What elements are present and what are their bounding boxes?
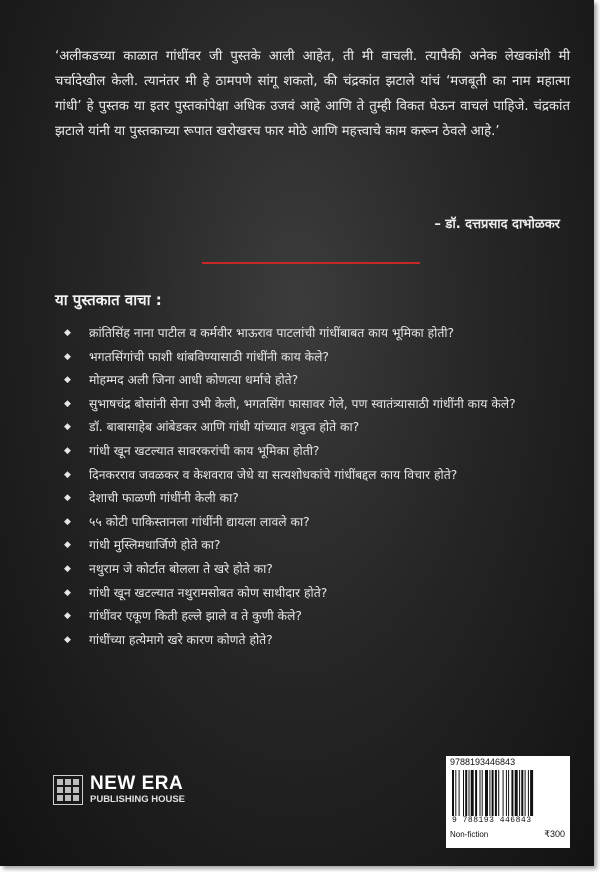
barcode-bar [480,770,481,816]
barcode-bar [471,770,474,816]
red-divider [202,262,420,264]
list-item [64,582,564,606]
isbn-number: 9788193446843 [450,757,516,767]
category-label: Non-fiction [450,830,489,839]
list-item-text: गांधी मुस्लिमधार्जिणे होते का? [89,538,221,553]
barcode-bar [530,770,533,816]
barcode-bar [459,770,460,816]
diamond-bullet-icon: ◆ [64,445,71,456]
list-item-text: दिनकरराव जवळकर व केशवराव जेधे या सत्यशोधकांचे गांधींबद्दल काय विचार होते? [89,467,458,482]
barcode-bar [475,770,477,816]
list-item-text: मोहम्मद अली जिना आधी कोणत्या धर्माचे होते? [89,373,299,388]
publisher-emblem-icon [53,775,83,805]
publisher-name [90,774,185,806]
list-item [64,511,564,535]
diamond-bullet-icon: ◆ [64,563,71,574]
quote-attribution: – डॉ. दत्तप्रसाद दाभोळकर [434,217,560,232]
barcode-bar [503,770,504,816]
barcode-bar [508,770,509,816]
diamond-bullet-icon: ◆ [64,469,71,480]
list-item-text: गांधींच्या हत्येमागे खरे कारण कोणते होते? [89,632,273,647]
barcode-bar [521,770,523,816]
barcode-bar [463,770,464,816]
barcode-bar [498,770,499,816]
list-item [64,629,564,653]
barcode-bar [515,770,518,816]
list-item [64,440,564,464]
list-item [64,369,564,393]
list-item-text: भगतसिंगांची फाशी थांबविण्यासाठी गांधींनी काय केले? [89,349,329,364]
diamond-bullet-icon: ◆ [64,351,71,362]
barcode-bar [525,770,526,816]
barcode-bar [455,770,456,816]
list-item [64,558,564,582]
diamond-bullet-icon: ◆ [64,540,71,551]
contents-list [64,322,564,652]
list-item [64,534,564,558]
list-item [64,322,564,346]
barcode-bar [519,770,520,816]
publisher-name-line2: PUBLISHING HOUSE [90,794,186,805]
barcode-bar [489,770,490,816]
diamond-bullet-icon: ◆ [64,516,71,527]
list-item-text: देशाची फाळणी गांधींनी केली का? [89,491,239,506]
diamond-bullet-icon: ◆ [64,493,71,504]
list-item-text: क्रांतिसिंह नाना पाटील व कर्मवीर भाऊराव पाटलांची गांधींबाबत काय भूमिका होती? [89,326,455,340]
diamond-bullet-icon: ◆ [64,375,71,386]
diamond-bullet-icon: ◆ [64,634,71,645]
list-item [64,464,564,488]
barcode-panel [446,756,570,848]
barcode-bar [511,770,513,816]
endorsement-quote: ‘अलीकडच्या काळात गांधींवर जी पुस्तके आली आहेत, ती मी वाचली. त्यापैकी अनेक लेखकांशी मी चर्चादेखील केली. त्यानंतर मी हे ठामपणे सांगू शकतो, की चंद्रकांत झटाले यांचं ‘मजबूती का नाम महात्मा गांधी’ हे पुस्तक या इतर पुस्तकांपेक्षा अधिक उजवं आहे आणि ते तुम्ही विकत घेऊन वाचलं पाहिजे. चंद्रकांत झटाले यांनी या पुस्तकाच्या रूपात खरोखरच फार मोठे आणि महत्त्वाचे काम करून ठेवले आहे.’ [55,49,570,139]
list-item [64,416,564,440]
list-item-text: ५५ कोटी पाकिस्तानला गांधींनी द्यायला लावले का? [89,514,310,529]
diamond-bullet-icon: ◆ [64,422,71,433]
publisher-logo [53,774,185,806]
list-item-text: गांधींवर एकूण किती हल्ले झाले व ते कुणी केले? [89,609,302,624]
section-title: या पुस्तकात वाचा : [55,291,162,309]
barcode-icon [452,770,564,816]
list-item-text: सुभाषचंद्र बोसांनी सेना उभी केली, भगतसिंग फासावर गेले, पण स्वातंत्र्यासाठी गांधींनी काय केले? [89,396,516,411]
list-item-text: गांधी खून खटल्यात सावरकरांची काय भूमिका होती? [89,443,320,458]
barcode-bar [465,770,467,816]
barcode-bar [485,770,488,816]
list-item-text: डॉ. बाबासाहेब आंबेडकर आणि गांधी यांच्यात शत्रुत्व होते का? [89,420,360,435]
diamond-bullet-icon: ◆ [64,611,71,622]
list-item [64,605,564,629]
diamond-bullet-icon: ◆ [64,328,71,338]
barcode-bar [452,770,454,816]
barcode-bar [506,770,507,816]
barcode-bar [528,770,529,816]
publisher-name-line1: NEW ERA [90,773,184,794]
barcode-bar [492,770,494,816]
list-item [64,346,564,370]
barcode-bar [495,770,497,816]
list-item [64,393,564,417]
diamond-bullet-icon: ◆ [64,398,71,409]
barcode-bar [469,770,470,816]
diamond-bullet-icon: ◆ [64,587,71,598]
barcode-bar [482,770,483,816]
isbn-human-readable: 9 788193 446843 [452,816,532,825]
list-item-text: नथुराम जे कोर्टात बोलला ते खरे होते का? [89,561,273,576]
price-label: ₹300 [544,829,565,839]
list-item-text: गांधी खून खटल्यात नथुरामसोबत कोण साथीदार होते? [89,585,328,600]
list-item [64,487,564,511]
